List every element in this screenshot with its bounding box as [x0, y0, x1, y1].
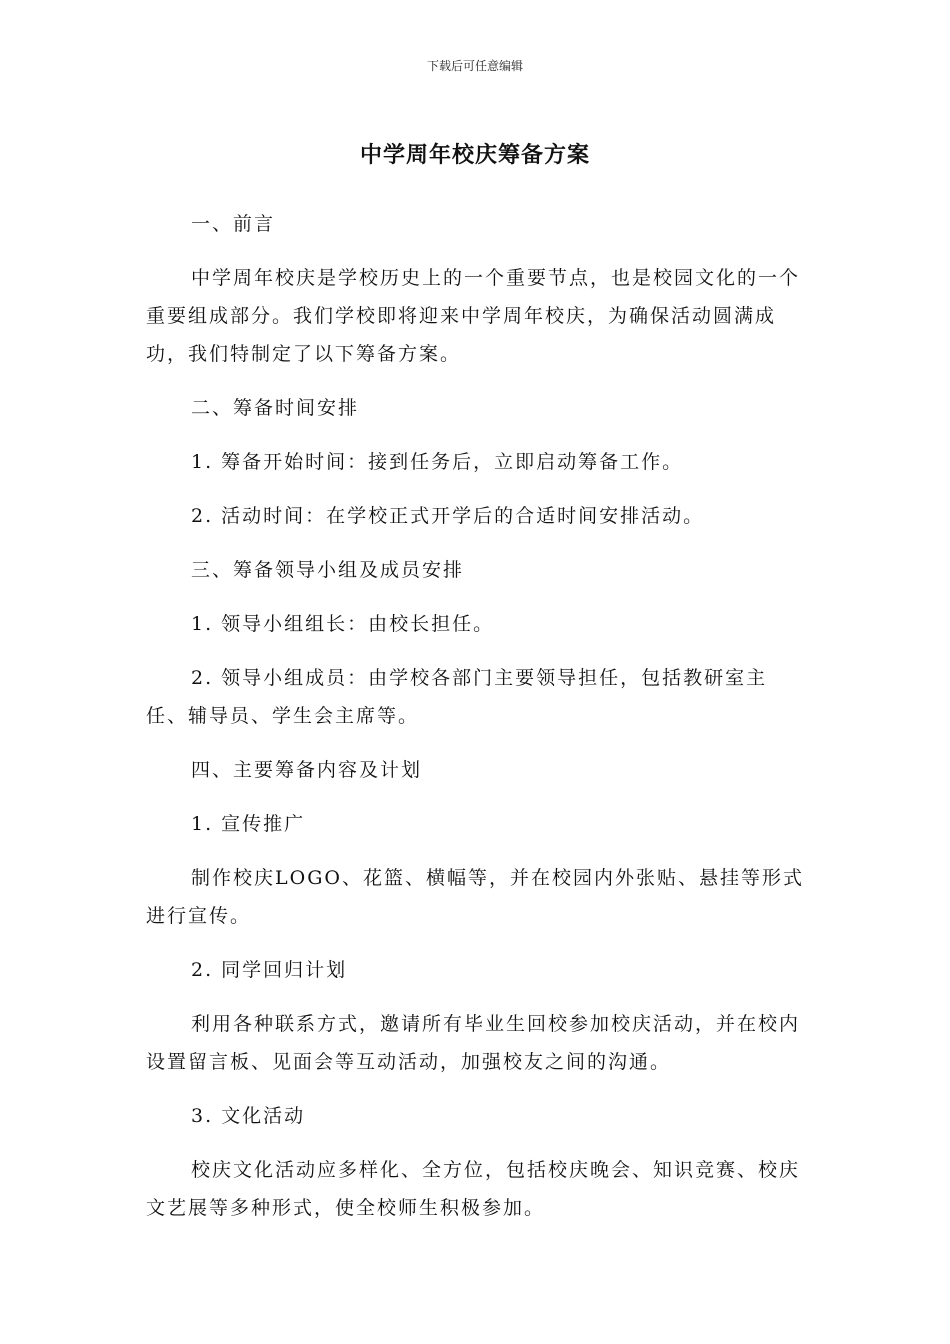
section-heading-leadership: 三、筹备领导小组及成员安排: [191, 559, 465, 581]
subheading-promotion: 1. 宣传推广: [191, 813, 306, 835]
subheading-cultural-activities: 3. 文化活动: [191, 1105, 306, 1127]
section-heading-schedule: 二、筹备时间安排: [191, 397, 360, 419]
header-note: 下载后可任意编辑: [426, 59, 523, 73]
list-item-start-time: 1. 筹备开始时间：接到任务后，立即启动筹备工作。: [191, 451, 684, 473]
document-body: [146, 205, 806, 1243]
paragraph-alumni-return: 利用各种联系方式，邀请所有毕业生回校参加校庆活动，并在校内设置留言板、见面会等互动活动，加强校友之间的沟通。: [146, 1013, 801, 1073]
list-item-group-leader: 1. 领导小组组长：由校长担任。: [191, 613, 495, 635]
paragraph-promotion: 制作校庆LOGO、花篮、横幅等，并在校园内外张贴、悬挂等形式进行宣传。: [146, 867, 804, 927]
document-title: 中学周年校庆筹备方案: [359, 143, 590, 168]
section-heading-plan: 四、主要筹备内容及计划: [191, 759, 423, 781]
list-item-group-members: 2. 领导小组成员：由学校各部门主要领导担任，包括教研室主任、辅导员、学生会主席等。: [146, 667, 768, 727]
subheading-alumni-return: 2. 同学回归计划: [191, 959, 348, 981]
paragraph-preface: 中学周年校庆是学校历史上的一个重要节点，也是校园文化的一个重要组成部分。我们学校即将迎来中学周年校庆，为确保活动圆满成功，我们特制定了以下筹备方案。: [146, 267, 801, 365]
list-item-event-time: 2. 活动时间：在学校正式开学后的合适时间安排活动。: [191, 505, 705, 527]
section-heading-preface: 一、前言: [191, 213, 276, 235]
paragraph-cultural-activities: 校庆文化活动应多样化、全方位，包括校庆晚会、知识竞赛、校庆文艺展等多种形式，使全校师生积极参加。: [146, 1159, 801, 1219]
